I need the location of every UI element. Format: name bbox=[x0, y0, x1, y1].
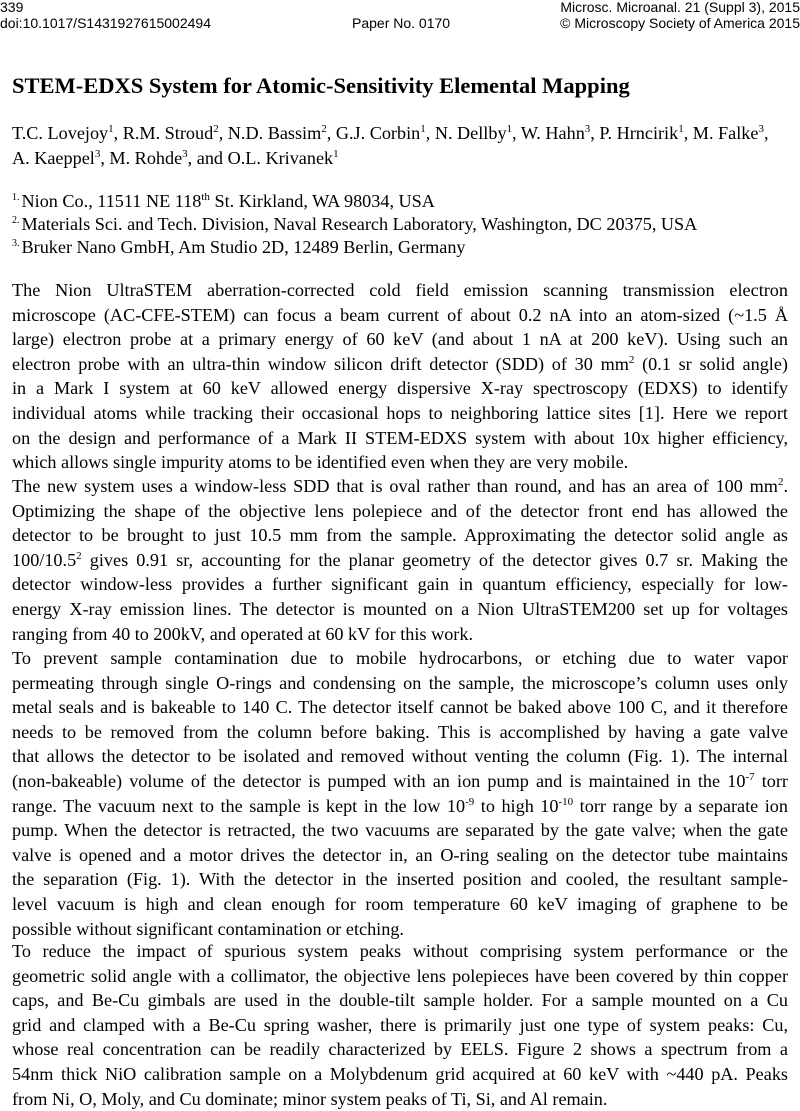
text-line bbox=[12, 988, 788, 1013]
line-text: 100/10.5 bbox=[12, 549, 77, 570]
text-line bbox=[12, 327, 788, 352]
text-line bbox=[12, 1037, 788, 1062]
author-affiliation-sup: 1 bbox=[506, 122, 513, 135]
line-text: range. The vacuum next to the sample is kept in the low 10 bbox=[12, 795, 466, 816]
paper-title: STEM-EDXS System for Atomic-Sensitivity Elemental Mapping bbox=[12, 73, 630, 98]
text-line bbox=[12, 278, 788, 303]
line-text: metal seals and is bakeable to 140 C. The detector itself cannot be baked above 100 C, and it therefore bbox=[12, 697, 788, 718]
author-affiliation-sup: 1 bbox=[678, 122, 684, 135]
author-affiliation-sup: 3 bbox=[94, 147, 101, 160]
author-name: N. Dellby bbox=[434, 123, 507, 143]
author-separator: , and bbox=[187, 148, 228, 168]
affiliation-number: 3. bbox=[12, 237, 20, 249]
superscript: 2 bbox=[777, 475, 784, 488]
affiliation-text: Nion Co., 11511 NE 118 bbox=[21, 191, 202, 211]
text-line bbox=[12, 450, 788, 475]
line-text: (non-bakeable) volume of the detector is pumped with an ion pump and is maintained in the 10 bbox=[12, 770, 746, 791]
text-line bbox=[12, 769, 788, 794]
page-number: 339 bbox=[0, 0, 24, 15]
line-text: the separation (Fig. 1). With the detector in the inserted position and cooled, the resultant sample- bbox=[12, 869, 788, 890]
line-text: that allows the detector to be isolated and removed without venting the column (Fig. 1). The internal bbox=[12, 746, 788, 767]
line-text: energy X-ray emission lines. The detector is mounted on a Nion UltraSTEM200 set up for voltages bbox=[12, 598, 788, 619]
author-affiliation-sup: 2 bbox=[213, 122, 219, 135]
text-line bbox=[12, 523, 788, 548]
text-line bbox=[12, 499, 788, 524]
paragraph-2 bbox=[12, 474, 788, 646]
affiliation-number: 2. bbox=[12, 214, 20, 226]
author-affiliation-sup: 1 bbox=[420, 122, 426, 135]
text-line bbox=[12, 1062, 788, 1087]
text-line bbox=[12, 939, 788, 964]
line-text: valve is opened and a motor drives the detector in, an O-ring sealing on the detector tube maintains bbox=[12, 844, 788, 865]
text-line bbox=[12, 720, 788, 745]
text-line bbox=[12, 892, 788, 917]
line-text: Optimizing the shape of the objective lens polepiece and of the detector front end has allowed the bbox=[12, 500, 788, 521]
author-affiliation-sup: 2 bbox=[321, 122, 327, 135]
text-line bbox=[12, 401, 788, 426]
line-text: needs to be removed from the column before baking. This is accomplished by having a gate valve bbox=[12, 721, 788, 742]
doi: doi:10.1017/S1431927615002494 bbox=[0, 15, 211, 31]
author-name: W. Hahn bbox=[520, 123, 585, 143]
author-name: G.J. Corbin bbox=[335, 123, 421, 143]
paragraph-4 bbox=[12, 939, 788, 1111]
line-text: whose real concentration can be readily characterized by EELS. Figure 2 shows a spectrum from a bbox=[12, 1039, 788, 1060]
line-text: in a Mark I system at 60 keV allowed energy dispersive X-ray spectroscopy (EDXS) to identify bbox=[12, 378, 788, 399]
line-text: possible without significant contamination or etching. bbox=[12, 918, 404, 939]
line-text: from Ni, O, Moly, and Cu dominate; minor system peaks of Ti, Si, and Al remain. bbox=[12, 1088, 608, 1109]
line-text: gives 0.91 sr, accounting for the planar geometry of the detector gives 0.7 sr. Making the bbox=[81, 549, 788, 570]
line-text: microscope (AC-CFE-STEM) can focus a beam current of about 0.2 nA into an atom-sized (~1.5 Å bbox=[12, 304, 788, 325]
superscript: 2 bbox=[76, 549, 82, 562]
line-text: electron probe with an ultra-thin window silicon drift detector (SDD) of 30 mm bbox=[12, 353, 629, 374]
affiliation-text: Materials Sci. and Tech. Division, Naval Research Laboratory, Washington, DC 20375, USA bbox=[21, 214, 698, 234]
author-name: R.M. Stroud bbox=[122, 123, 214, 143]
line-text: grid and clamped with a Be-Cu spring washer, there is primarily just one type of system peaks: Cu, bbox=[12, 1014, 788, 1035]
superscript: -7 bbox=[745, 770, 755, 783]
affiliation-3 bbox=[12, 235, 788, 259]
text-line bbox=[12, 474, 788, 499]
author-name: M. Rohde bbox=[109, 148, 183, 168]
line-text: which allows single impurity atoms to be identified even when they are very mobile. bbox=[12, 452, 629, 473]
text-line bbox=[12, 352, 788, 377]
text-line bbox=[12, 964, 788, 989]
affiliation-text-end: St. Kirkland, WA 98034, USA bbox=[209, 191, 435, 211]
paragraph-3 bbox=[12, 646, 788, 941]
affiliation-sup: th bbox=[201, 190, 210, 203]
line-text: (0.1 sr solid angle) bbox=[634, 353, 788, 374]
text-line bbox=[12, 671, 788, 696]
author-separator: , bbox=[100, 148, 110, 168]
line-text: ranging from 40 to 200kV, and operated at 60 kV for this work. bbox=[12, 623, 474, 644]
author-affiliation-sup: 1 bbox=[108, 122, 114, 135]
text-line bbox=[12, 622, 788, 647]
affiliation-2 bbox=[12, 212, 788, 236]
author-name: T.C. Lovejoy bbox=[12, 123, 109, 143]
author-name: N.D. Bassim bbox=[227, 123, 322, 143]
line-text: 54nm thick NiO calibration sample on a Molybdenum grid acquired at 60 keV with ~440 pA. Peaks bbox=[12, 1063, 788, 1084]
line-text: To prevent sample contamination due to mobile hydrocarbons, or etching due to water vapor bbox=[12, 648, 788, 668]
journal-citation: Microsc. Microanal. 21 (Suppl 3), 2015 bbox=[560, 0, 800, 15]
line-text: pump. When the detector is retracted, the two vacuums are separated by the gate valve; when the gate bbox=[12, 820, 788, 841]
copyright: © Microscopy Society of America 2015 bbox=[560, 15, 800, 31]
author-separator: , bbox=[113, 123, 123, 143]
paper-number: Paper No. 0170 bbox=[352, 15, 451, 31]
text-line bbox=[12, 843, 788, 868]
line-text: on the design and performance of a Mark II STEM-EDXS system with about 10x higher efficiency, bbox=[12, 427, 788, 448]
line-text: caps, and Be-Cu gimbals are used in the double-tilt sample holder. For a sample mounted on a Cu bbox=[12, 990, 788, 1011]
line-text: to high 10 bbox=[474, 795, 559, 816]
line-text: large) electron probe at a primary energy of 60 keV (and about 1 nA at 200 keV). Using such an bbox=[12, 329, 788, 350]
author-separator: , bbox=[683, 123, 693, 143]
author-name: M. Falke bbox=[692, 123, 759, 143]
text-line bbox=[12, 426, 788, 451]
text-line bbox=[12, 646, 788, 671]
line-text: To reduce the impact of spurious system peaks without comprising system performance or the bbox=[12, 941, 788, 961]
superscript: -9 bbox=[465, 795, 475, 808]
line-text: torr range by a separate ion bbox=[573, 795, 788, 816]
text-line bbox=[12, 1013, 788, 1038]
line-text: . bbox=[783, 476, 788, 496]
text-line bbox=[12, 867, 788, 892]
line-text: permeating through single O-rings and condensing on the sample, the microscope’s column uses only bbox=[12, 672, 788, 693]
author-name: P. Hrncirik bbox=[599, 123, 679, 143]
paragraph-1 bbox=[12, 278, 788, 475]
text-line bbox=[12, 744, 788, 769]
superscript: -10 bbox=[558, 795, 574, 808]
author-list bbox=[12, 121, 788, 171]
line-text: The new system uses a window-less SDD that is oval rather than round, and has an area of 100 mm bbox=[12, 476, 778, 496]
affiliation-text: Bruker Nano GmbH, Am Studio 2D, 12489 Berlin, Germany bbox=[21, 237, 466, 257]
line-text: torr bbox=[754, 770, 788, 791]
line-text: level vacuum is high and clean enough for room temperature 60 keV imaging of graphene to be bbox=[12, 893, 788, 914]
author-affiliation-sup: 1 bbox=[333, 147, 339, 160]
author-affiliation-sup: 3 bbox=[182, 147, 188, 160]
author-separator: , bbox=[512, 123, 521, 143]
line-text: detector window-less provides a further significant gain in quantum efficiency, especially for low- bbox=[12, 574, 788, 595]
affiliation-1 bbox=[12, 189, 788, 213]
affiliation-number: 1. bbox=[12, 191, 20, 203]
line-text: detector to be brought to just 10.5 mm from the sample. Approximating the detector solid angle as bbox=[12, 525, 788, 546]
text-line bbox=[12, 303, 788, 328]
line-text: geometric solid angle with a collimator, the objective lens polepieces have been covered by thin copper bbox=[12, 965, 788, 986]
superscript: 2 bbox=[628, 353, 635, 366]
text-line bbox=[12, 572, 788, 597]
author-affiliation-sup: 3 bbox=[584, 122, 591, 135]
text-line bbox=[12, 597, 788, 622]
text-line bbox=[12, 548, 788, 573]
author-separator: , bbox=[763, 123, 769, 143]
author-separator: , bbox=[425, 123, 435, 143]
text-line bbox=[12, 818, 788, 843]
text-line bbox=[12, 794, 788, 819]
author-separator: , bbox=[218, 123, 228, 143]
text-line bbox=[12, 1087, 788, 1111]
line-text: individual atoms while tracking their occasional hops to neighboring lattice sites [1]. Here we report bbox=[12, 402, 788, 423]
text-line bbox=[12, 917, 788, 942]
author-separator: , bbox=[590, 123, 600, 143]
text-line bbox=[12, 695, 788, 720]
author-affiliation-sup: 3 bbox=[758, 122, 764, 135]
author-separator: , bbox=[326, 123, 336, 143]
line-text: The Nion UltraSTEM aberration-corrected cold field emission scanning transmission electron bbox=[12, 280, 788, 300]
author-name: O.L. Krivanek bbox=[227, 148, 334, 168]
text-line bbox=[12, 376, 788, 401]
author-name: A. Kaeppel bbox=[12, 148, 95, 168]
